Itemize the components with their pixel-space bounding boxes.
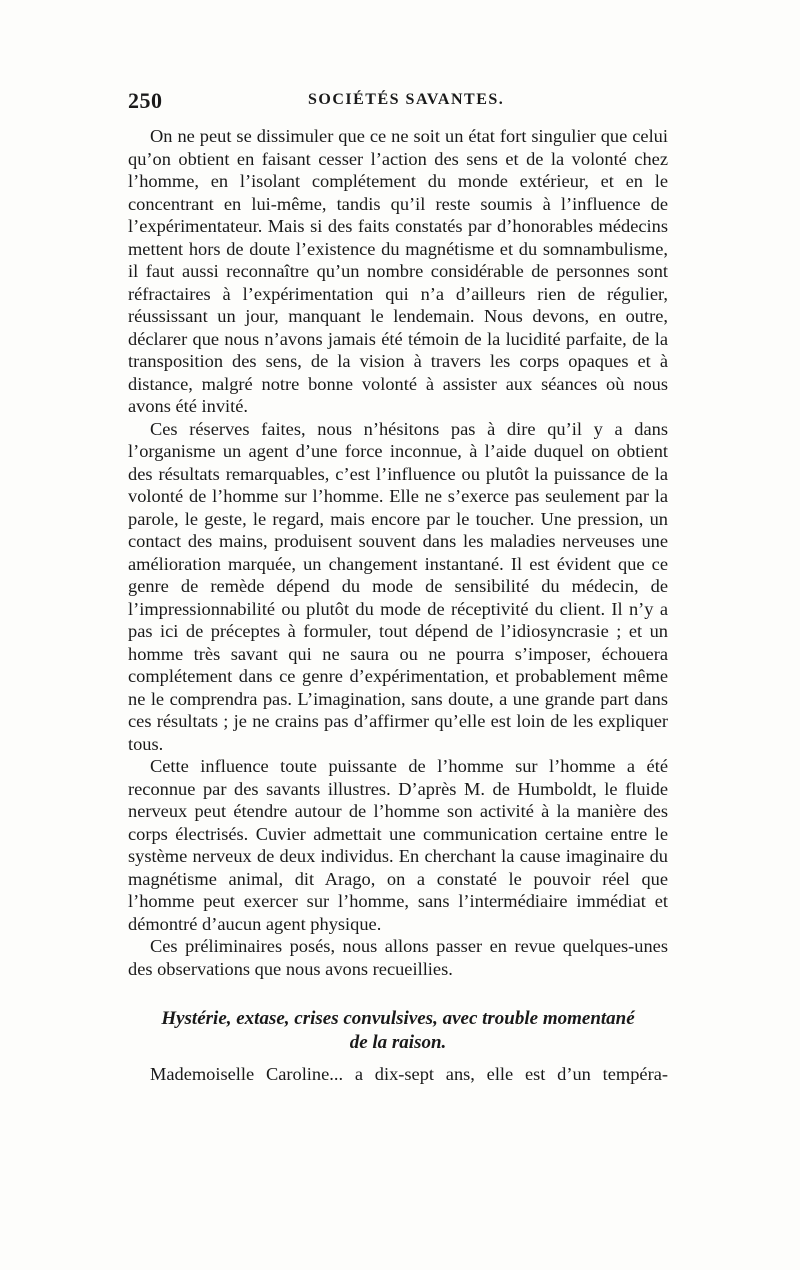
- paragraph-1: On ne peut se dissimuler que ce ne soit un état fort singulier que celui qu’on obtient en faisant cesser l’action des sens et de la volonté chez l’homme, en l’isolant complétement du monde extérieur, et en le concentrant en lui-même, tandis qu’il reste soumis à l’influence de l’expérimentateur. Mais si des faits constatés par d’honorables médecins mettent hors de doute l’existence du magnétisme et du somnambulisme, il faut aussi reconnaître qu’un nombre considérable de personnes sont réfractaires à l’expérimentation qui n’a d’ailleurs rien de régulier, réussissant un jour, manquant le lendemain. Nous devons, en outre, déclarer que nous n’avons jamais été témoin de la lucidité parfaite, de la transposition des sens, de la vision à travers les corps opaques et à distance, malgré notre bonne volonté à assister aux séances où nous avons été invité.: [128, 126, 668, 416]
- paragraph-4: Ces préliminaires posés, nous allons passer en revue quelques-unes des observations que nous avons recueillies.: [128, 936, 668, 979]
- body-text: [128, 125, 668, 980]
- page-number: 250: [128, 88, 163, 113]
- section-heading-line-2: de la raison.: [349, 1032, 447, 1053]
- paragraph-2: Ces réserves faites, nous n’hésitons pas à dire qu’il y a dans l’organisme un agent d’une force inconnue, à l’aide duquel on obtient des résultats remarquables, c’est l’influence ou plutôt la puissance de la volonté de l’homme sur l’homme. Elle ne s’exerce pas seulement par la parole, le geste, le regard, mais encore par le toucher. Une pression, un contact des mains, produisent souvent dans les maladies nerveuses une amélioration marquée, un changement instantané. Il est évident que ce genre de remède dépend du mode de sensibilité du médecin, de l’impressionnabilité ou plutôt du mode de réceptivité du client. Il n’y a pas ici de préceptes à formuler, tout dépend de l’idiosyncrasie ; et un homme très savant qui ne saura ou ne pourra s’imposer, échouera complétement dans ce genre d’expérimentation, et probablement même ne le comprendra pas. L’imagination, sans doute, a une grande part dans ces résultats ; je ne crains pas d’affirmer qu’elle est loin de les expliquer tous.: [128, 418, 668, 754]
- section-heading: [128, 1007, 668, 1055]
- section-heading-line-1: Hystérie, extase, crises convulsives, avec trouble momentané: [161, 1008, 635, 1029]
- case-intro-line: Mademoiselle Caroline... a dix-sept ans, elle est d’un tempéra-: [150, 1064, 668, 1084]
- paragraph-3: Cette influence toute puissante de l’homme sur l’homme a été reconnue par des savants illustres. D’après M. de Humboldt, le fluide nerveux peut étendre autour de l’homme son activité à la manière des corps électrisés. Cuvier admettait une communication certaine entre le système nerveux de deux individus. En cherchant la cause imaginaire du magnétisme animal, dit Arago, on a constaté le pouvoir réel que l’homme peut exercer sur l’homme, sans l’intermédiaire immédiat et démontré d’aucun agent physique.: [128, 756, 668, 934]
- running-title: SOCIÉTÉS SAVANTES.: [308, 91, 505, 108]
- page-header: [128, 88, 668, 116]
